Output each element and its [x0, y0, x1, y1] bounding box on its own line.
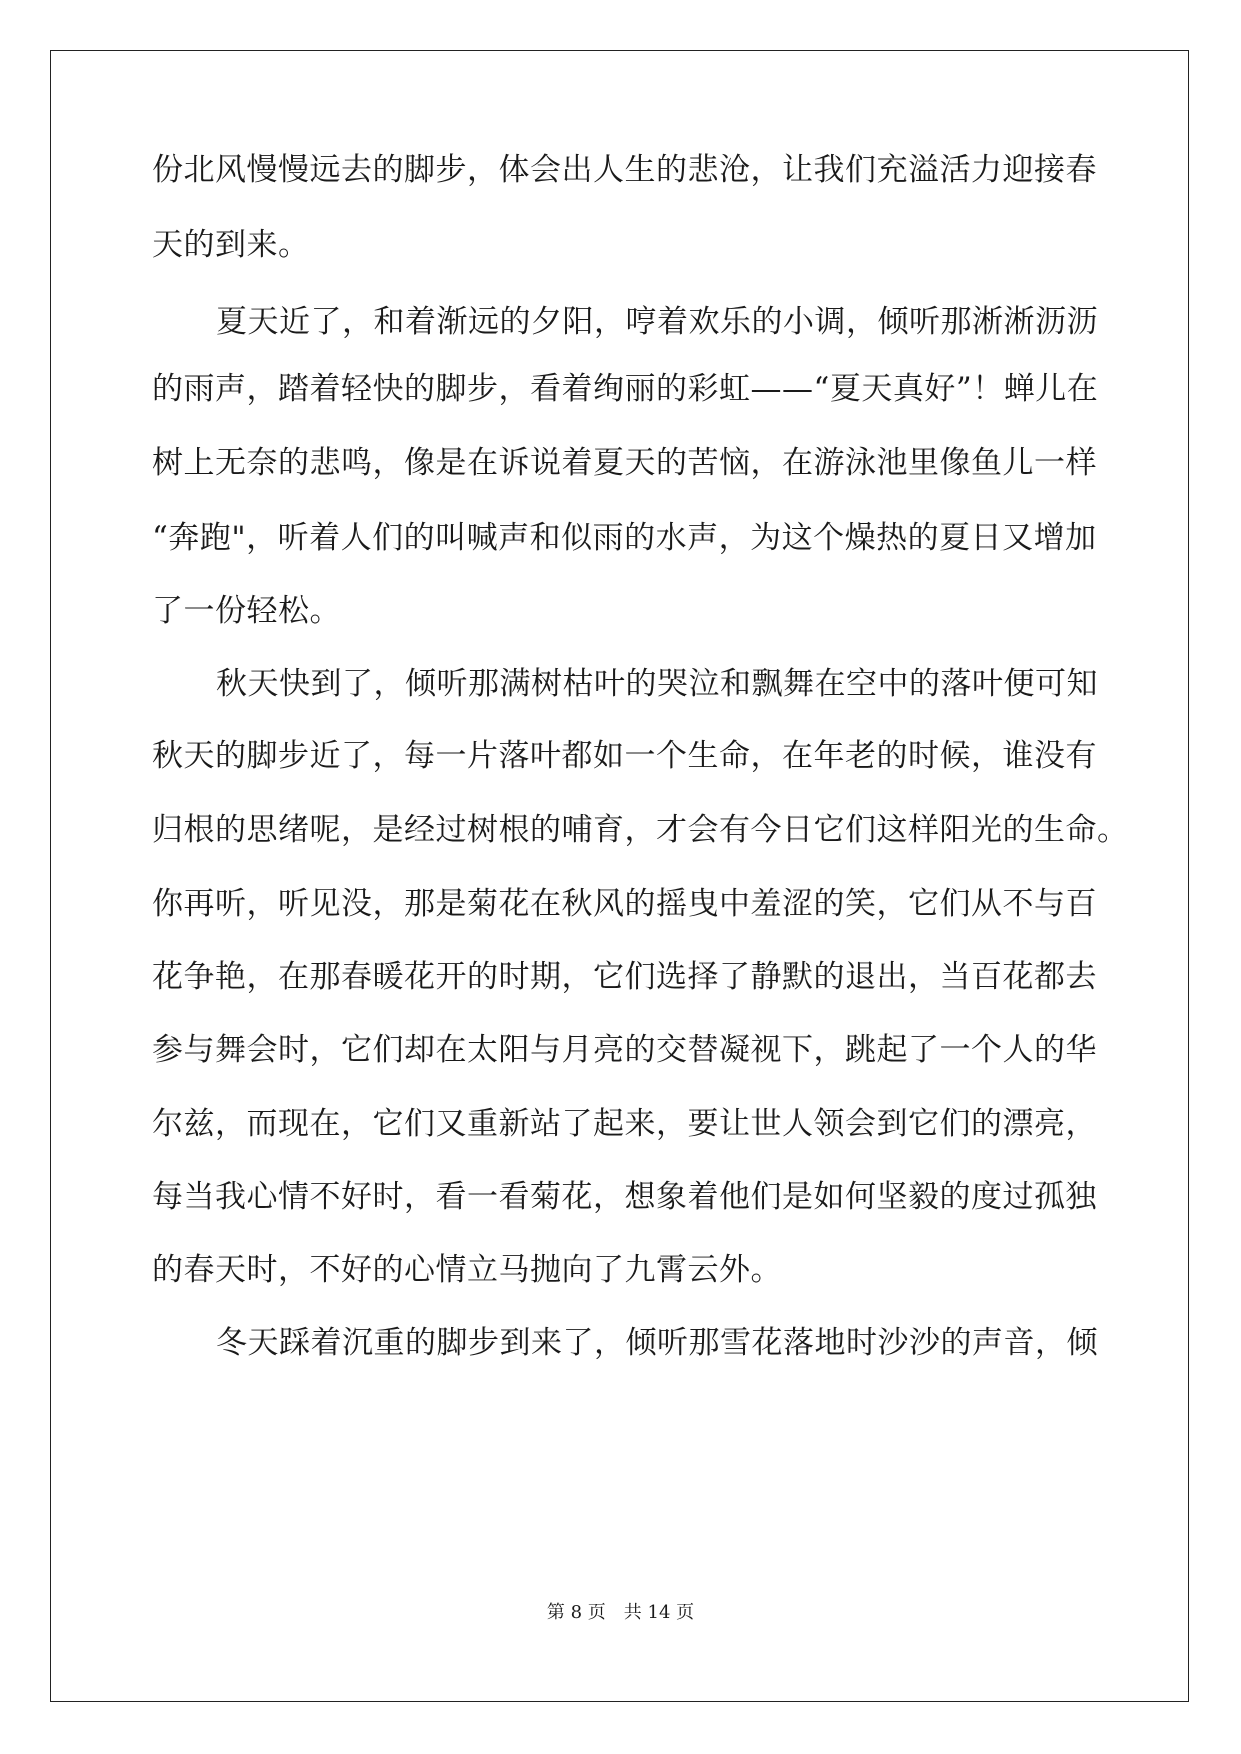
text-line: 归根的思绪呢，是经过树根的哺育，才会有今日它们这样阳光的生命。 — [152, 812, 1129, 848]
text-line: 份北风慢慢远去的脚步，体会出人生的悲沧，让我们充溢活力迎接春 — [152, 152, 1097, 188]
page-border — [50, 50, 1189, 1702]
text-line: 天的到来。 — [152, 227, 310, 263]
text-line: 了一份轻松。 — [152, 593, 341, 629]
text-line: 你再听，听见没，那是菊花在秋风的摇曳中羞涩的笑，它们从不与百 — [152, 886, 1097, 922]
text-line: “奔跑"，听着人们的叫喊声和似雨的水声，为这个燥热的夏日又增加 — [152, 520, 1097, 556]
text-line: 参与舞会时，它们却在太阳与月亮的交替凝视下，跳起了一个人的华 — [152, 1032, 1097, 1068]
text-line: 秋天的脚步近了，每一片落叶都如一个生命，在年老的时候，谁没有 — [152, 738, 1097, 774]
text-line: 尔兹，而现在，它们又重新站了起来，要让世人领会到它们的漂亮， — [152, 1106, 1097, 1142]
text-line: 冬天踩着沉重的脚步到来了，倾听那雪花落地时沙沙的声音，倾 — [216, 1325, 1098, 1361]
text-line: 夏天近了，和着渐远的夕阳，哼着欢乐的小调，倾听那淅淅沥沥 — [216, 304, 1098, 340]
text-line: 每当我心情不好时，看一看菊花，想象着他们是如何坚毅的度过孤独 — [152, 1179, 1097, 1215]
page-number: 第 8 页 共 14 页 — [546, 1602, 695, 1623]
text-line: 秋天快到了，倾听那满树枯叶的哭泣和飘舞在空中的落叶便可知 — [216, 666, 1098, 702]
text-line: 的春天时，不好的心情立马抛向了九霄云外。 — [152, 1252, 782, 1288]
text-line: 的雨声，踏着轻快的脚步，看着绚丽的彩虹——“夏天真好”！蝉儿在 — [152, 371, 1099, 407]
text-line: 树上无奈的悲鸣，像是在诉说着夏天的苦恼，在游泳池里像鱼儿一样 — [152, 445, 1097, 481]
text-line: 花争艳，在那春暖花开的时期，它们选择了静默的退出，当百花都去 — [152, 959, 1097, 995]
